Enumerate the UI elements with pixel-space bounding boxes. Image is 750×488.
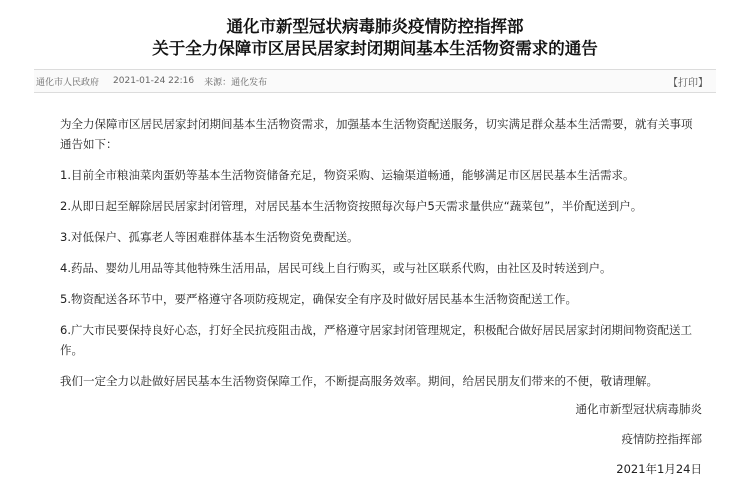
print-button[interactable]: 【打印】 xyxy=(668,78,708,89)
article-meta-bar xyxy=(34,69,716,93)
signature-date: 2021年1月24日 xyxy=(616,462,702,476)
source-label: 来源：通化发布 xyxy=(204,77,268,88)
closing-paragraph: 我们一定全力以赴做好居民基本生活物资保障工作，不断提高服务效率。期间，给居民朋友们带来的不便，敬请理解。 xyxy=(60,374,658,388)
publisher-label: 通化市人民政府 xyxy=(36,77,100,88)
title-line-1: 通化市新型冠状病毒肺炎疫情防控指挥部 xyxy=(226,17,524,36)
title-line-2: 关于全力保障市区居民居家封闭期间基本生活物资需求的通告 xyxy=(152,39,598,58)
list-item: 2.从即日起至解除居民居家封闭管理，对居民基本生活物资按照每次每户5天需求量供应“蔬菜包”，半价配送到户。 xyxy=(60,199,643,213)
article-body xyxy=(60,114,700,402)
list-item: 5.物资配送各环节中，要严格遵守各项防疫规定，确保安全有序及时做好居民基本生活物资配送工作。 xyxy=(60,292,577,306)
article-title xyxy=(0,16,750,60)
list-item: 3.对低保户、孤寡老人等困难群体基本生活物资免费配送。 xyxy=(60,230,359,244)
signature-org-line-2: 疫情防控指挥部 xyxy=(621,432,702,446)
publish-datetime: 2021-01-24 22:16 xyxy=(113,76,195,86)
list-item: 1.目前全市粮油菜肉蛋奶等基本生活物资储备充足，物资采购、运输渠道畅通，能够满足市区居民基本生活需求。 xyxy=(60,168,635,182)
intro-paragraph: 为全力保障市区居民居家封闭期间基本生活物资需求，加强基本生活物资配送服务，切实满足群众基本生活需要，就有关事项通告如下： xyxy=(60,117,693,151)
list-item: 4.药品、婴幼儿用品等其他特殊生活用品，居民可线上自行购买，或与社区联系代购，由社区及时转送到户。 xyxy=(60,261,612,275)
signature-org-line-1: 通化市新型冠状病毒肺炎 xyxy=(575,402,702,416)
list-item: 6.广大市民要保持良好心态，打好全民抗疫阻击战，严格遵守居家封闭管理规定，积极配合做好居民居家封闭期间物资配送工作。 xyxy=(60,323,692,357)
